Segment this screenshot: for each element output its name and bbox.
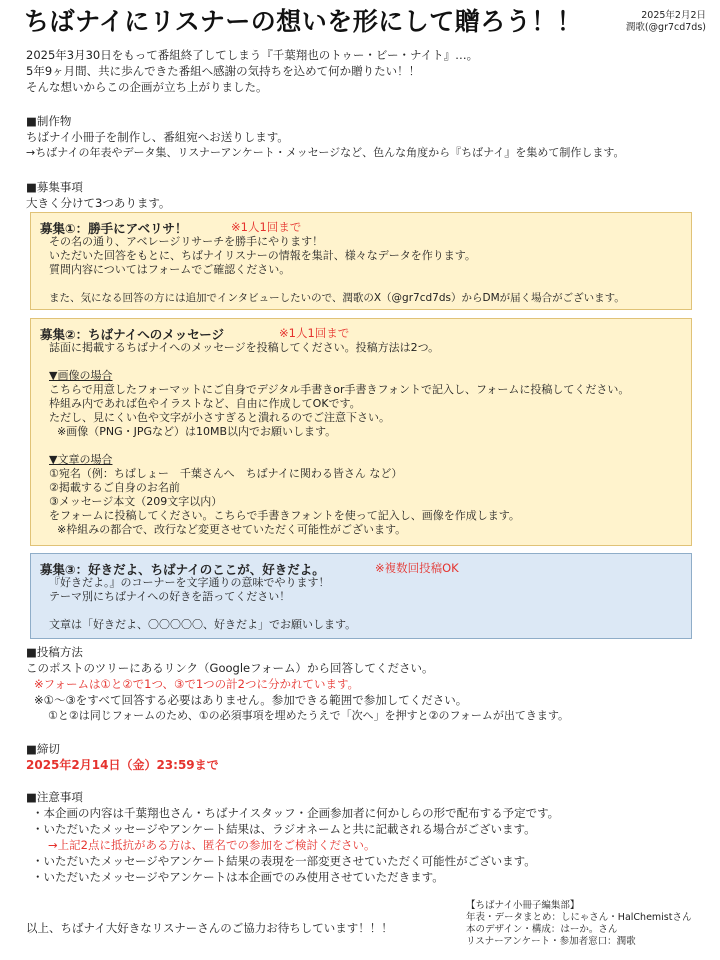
author-handle: 潤歌(@gr7cd7ds) bbox=[625, 22, 706, 33]
credits-line: 年表・データまとめ：しにゃさん・HalChemistさん bbox=[466, 912, 692, 923]
box-3-note: ※複数回投稿OK bbox=[375, 561, 459, 575]
box-2-image-heading: ▼画像の場合 bbox=[49, 369, 113, 382]
box-2-line: ①宛名（例：ちばしょー 千葉さんへ ちばナイに関わる皆さん など） bbox=[49, 467, 403, 480]
box-2-line: をフォームに投稿してください。こちらで手書きフォントを使って記入し、画像を作成します。 bbox=[49, 509, 520, 522]
credits-heading: 【ちばナイ小冊子編集部】 bbox=[466, 900, 580, 911]
recruit-summary: 大きく分けて3つあります。 bbox=[26, 196, 171, 210]
box-2-line: ただし、見にくい色や文字が小さすぎると潰れるのでご注意下さい。 bbox=[49, 411, 390, 424]
box-2-line: 誌面に掲載するちばナイへのメッセージを投稿してください。投稿方法は2つ。 bbox=[49, 341, 440, 354]
box-3-line: 『好きだよ。』のコーナーを文字通りの意味でやります！ bbox=[49, 576, 330, 589]
method-line-4: ①と②は同じフォームのため、①の必須事項を埋めたうえで「次へ」を押すと②のフォームが出てきます。 bbox=[48, 709, 570, 722]
deadline-heading: ■締切 bbox=[26, 742, 60, 756]
box-1-line: 質問内容についてはフォームでご確認ください。 bbox=[49, 263, 291, 276]
box-1-note: ※1人1回まで bbox=[231, 220, 302, 234]
box-1-line: いただいた回答をもとに、ちばナイリスナーの情報を集計、様々なデータを作ります。 bbox=[49, 249, 476, 262]
intro-line-1: 2025年3月30日をもって番組終了してしまう『千葉翔也のトゥー・ビー・ナイト』…。 bbox=[26, 48, 479, 62]
box-2-line: ※画像（PNG・JPGなど）は10MB以内でお願いします。 bbox=[57, 425, 337, 438]
box-2-title: 募集②：ちばナイへのメッセージ bbox=[40, 327, 224, 342]
notes-item: ・いただいたメッセージやアンケートは本企画でのみ使用させていただきます。 bbox=[32, 870, 444, 884]
title-block bbox=[24, 6, 604, 38]
intro-line-2: 5年9ヶ月間、共に歩んできた番組へ感謝の気持ちを込めて何か贈りたい！！ bbox=[26, 64, 421, 78]
box-1-line: また、気になる回答の方には追加でインタビューしたいので、潤歌のX（@gr7cd7ds）からDMが届く場合がございます。 bbox=[49, 292, 625, 304]
box-1-line: その名の通り、アベレージリサーチを勝手にやります！ bbox=[49, 235, 324, 248]
page-title: ちばナイにリスナーの想いを形にして贈ろう！！ bbox=[24, 7, 583, 36]
notes-warning: →上記2点に抵抗がある方は、匿名での参加をご検討ください。 bbox=[48, 838, 376, 852]
recruit-box-3 bbox=[30, 553, 692, 639]
credits-line: 本のデザイン・構成：はーか。さん bbox=[466, 924, 618, 935]
deadline-value: 2025年2月14日（金）23:59まで bbox=[26, 758, 219, 772]
method-line-2: ※フォームは①と②で1つ、③で1つの計2つに分かれています。 bbox=[34, 677, 360, 691]
box-2-line: ※枠組みの都合で、改行など変更させていただく可能性がございます。 bbox=[57, 523, 407, 536]
box-2-line: こちらで用意したフォーマットにご自身でデジタル手書きor手書きフォントで記入し、フォームに投稿してください。 bbox=[49, 383, 630, 396]
recruit-heading: ■募集事項 bbox=[26, 180, 83, 194]
method-heading: ■投稿方法 bbox=[26, 645, 83, 659]
notes-item: ・いただいたメッセージやアンケート結果の表現を一部変更させていただく可能性がございます。 bbox=[32, 854, 536, 868]
date-author bbox=[626, 10, 706, 34]
post-date: 2025年2月2日 bbox=[641, 10, 706, 21]
method-line-1: このポストのツリーにあるリンク（Googleフォーム）から回答してください。 bbox=[26, 661, 434, 675]
notes-heading: ■注意事項 bbox=[26, 790, 83, 804]
box-3-line: テーマ別にちばナイへの好きを語ってください！ bbox=[49, 590, 291, 603]
closing-message: 以上、ちばナイ大好きなリスナーさんのご協力お待ちしています！！！ bbox=[26, 921, 393, 935]
box-3-title: 募集③：好きだよ、ちばナイのここが、好きだよ。 bbox=[40, 562, 325, 577]
credits-line: リスナーアンケート・参加者窓口：潤歌 bbox=[466, 936, 636, 947]
box-1-title: 募集①：勝手にアベリサ！ bbox=[40, 221, 188, 236]
box-2-text-heading: ▼文章の場合 bbox=[49, 453, 113, 466]
box-2-line: ②掲載するご自身のお名前 bbox=[49, 481, 180, 494]
recruit-box-2 bbox=[30, 318, 692, 546]
notes-item: ・いただいたメッセージやアンケート結果は、ラジオネームと共に記載される場合がございます。 bbox=[32, 822, 536, 836]
box-3-line: 文章は「好きだよ、〇〇〇〇〇、好きだよ」でお願いします。 bbox=[49, 618, 357, 631]
box-2-line: ③メッセージ本文（209文字以内） bbox=[49, 495, 223, 508]
method-line-3: ※①～③をすべて回答する必要はありません。参加できる範囲で参加してください。 bbox=[34, 693, 468, 707]
production-heading: ■制作物 bbox=[26, 114, 72, 128]
production-line-2: →ちばナイの年表やデータ集、リスナーアンケート・メッセージなど、色んな角度から『ちばナイ』を集めて制作します。 bbox=[26, 146, 625, 159]
intro-line-3: そんな想いからこの企画が立ち上がりました。 bbox=[26, 80, 268, 94]
box-2-line: 枠組み内であれば色やイラストなど、自由に作成してOKです。 bbox=[49, 397, 361, 410]
production-line-1: ちばナイ小冊子を制作し、番組宛へお送りします。 bbox=[26, 130, 289, 144]
box-2-note: ※1人1回まで bbox=[279, 326, 350, 340]
notes-item: ・本企画の内容は千葉翔也さん・ちばナイスタッフ・企画参加者に何かしらの形で配布する予定です。 bbox=[32, 806, 560, 820]
recruit-box-1 bbox=[30, 212, 692, 310]
